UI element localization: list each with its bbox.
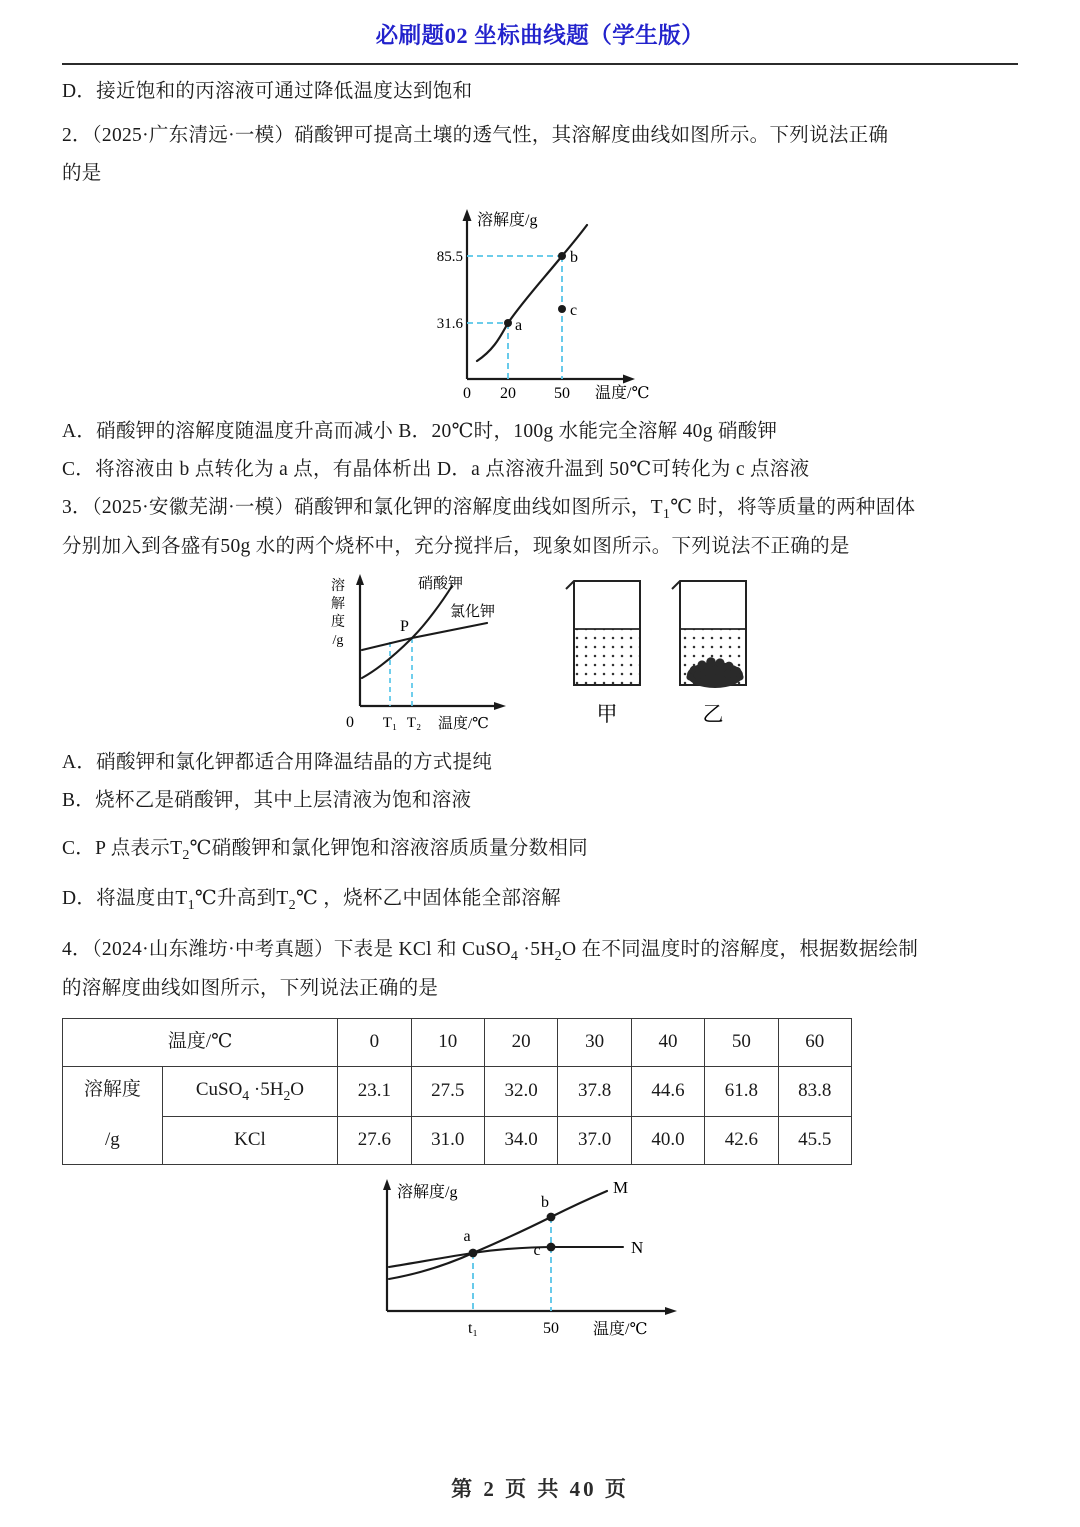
- point-label-a: a: [515, 317, 523, 335]
- curve-label-kno3: 硝酸钾: [418, 576, 464, 593]
- x-tick-0: 0: [463, 385, 471, 400]
- table-header-t0: 0: [338, 1019, 411, 1067]
- q3-stem-line1-a: 3．（2025·安徽芜湖·一模）硝酸钾和氯化钾的溶解度曲线如图所示，T: [62, 497, 663, 519]
- beaker-left-label: 甲: [596, 702, 618, 727]
- q3-stem-line1: [62, 489, 1018, 528]
- point-c: [547, 1242, 556, 1251]
- point-label-c: c: [533, 1241, 541, 1259]
- q3-option-c-a: C．P 点表示T: [62, 838, 183, 860]
- chart-q3-solubility: [302, 568, 542, 738]
- curve-n: [389, 1247, 623, 1267]
- table-header-t40: 40: [631, 1019, 704, 1067]
- page-footer: 第 2 页 共 40 页: [451, 1477, 629, 1501]
- beaker-left: [566, 581, 640, 726]
- q3-option-c-sub: 2: [182, 847, 190, 864]
- q4-stem-line1-a: 4．（2024·山东潍坊·中考真题）下表是 KCl 和 CuSO: [62, 938, 511, 960]
- q2-options-line2: C．将溶液由 b 点转化为 a 点，有晶体析出 D．a 点溶液升温到 50℃可转化为 c 点溶液: [62, 459, 810, 481]
- table-header-temperature: 温度/℃: [63, 1019, 338, 1067]
- cell-cuso4-40: 44.6: [631, 1066, 704, 1116]
- q3-option-c: [62, 820, 1018, 869]
- q1-option-d: D．接近饱和的丙溶液可通过降低温度达到饱和: [62, 81, 473, 102]
- q2-options-line1: A．硝酸钾的溶解度随温度升高而减小 B．20℃时，100g 水能完全溶解 40g 硝酸钾: [62, 421, 778, 443]
- point-b: [558, 252, 566, 260]
- cuso4-suffix: O: [290, 1079, 305, 1101]
- q3-option-b: B．烧杯乙是硝酸钾，其中上层清液为饱和溶液: [62, 790, 472, 812]
- cell-kcl-50: 42.6: [705, 1116, 778, 1164]
- q3-stem-line1-b: ℃ 时，将等质量的两种固体: [670, 497, 916, 519]
- page-title: 必刷题02 坐标曲线题（学生版）: [375, 23, 705, 48]
- beaker-right-label: 乙: [702, 702, 724, 727]
- q3-option-d-mid: ℃升高到T: [194, 887, 289, 909]
- point-c: [558, 305, 566, 313]
- x-axis-arrow: [623, 375, 635, 384]
- q3-option-d-sub2: 2: [288, 896, 296, 913]
- chart-q4-solubility: [345, 1171, 735, 1351]
- q3-option-d-a: D．将温度由T: [62, 887, 188, 909]
- q2-stem-line1: 2．（2025·广东清远·一模）硝酸钾可提高土壤的透气性，其溶解度曲线如图所示。下列说法正确: [62, 125, 889, 147]
- curve-m: [389, 1191, 607, 1279]
- table-rowhead-solubility: [63, 1066, 163, 1164]
- q3-option-d: [62, 870, 1018, 919]
- point-label-a: a: [463, 1227, 471, 1245]
- cuso4-sub1: 4: [242, 1087, 250, 1103]
- x-tick-t1: T₁: [382, 715, 398, 732]
- q3-option-a: A．硝酸钾和氯化钾都适合用降温结晶的方式提纯: [62, 752, 493, 774]
- y-axis-label-char1: 溶: [331, 579, 345, 595]
- cell-kcl-20: 34.0: [484, 1116, 557, 1164]
- cuso4-prefix: CuSO: [195, 1079, 243, 1101]
- y-axis-arrow: [356, 574, 364, 585]
- solubility-data-table: [62, 1018, 852, 1165]
- cell-cuso4-50: 61.8: [705, 1066, 778, 1116]
- cell-kcl-30: 37.0: [558, 1116, 631, 1164]
- table-rowhead-line2: /g: [104, 1129, 120, 1151]
- point-label-b: b: [541, 1193, 549, 1211]
- curve-label-m: M: [613, 1177, 629, 1197]
- q3-stem-line2: 分别加入到各盛有50g 水的两个烧杯中，充分搅拌后，现象如图所示。下列说法不正确的是: [62, 536, 850, 558]
- x-axis-label: 温度/℃: [438, 716, 489, 733]
- y-axis-label-char3: 度: [331, 615, 345, 631]
- point-a: [469, 1248, 478, 1257]
- table-rowhead-cuso4: [162, 1066, 338, 1116]
- x-tick-t2: T₂: [406, 715, 422, 732]
- x-tick-50: 50: [554, 385, 570, 400]
- point-a: [504, 319, 512, 327]
- q4-stem-line1-b: O 在不同温度时的溶解度，根据数据绘制: [561, 938, 919, 960]
- cell-cuso4-0: 23.1: [338, 1066, 411, 1116]
- q3-option-d-b: ℃ ，烧杯乙中固体能全部溶解: [295, 887, 561, 909]
- x-tick-20: 20: [500, 385, 516, 400]
- x-axis-arrow: [665, 1307, 677, 1315]
- x-axis-label: 温度/℃: [595, 385, 650, 400]
- point-label-c: c: [570, 302, 578, 320]
- y-axis-arrow: [463, 209, 472, 221]
- x-tick-t1: t₁: [467, 1319, 479, 1337]
- x-tick-50: 50: [543, 1319, 559, 1337]
- table-header-t50: 50: [705, 1019, 778, 1067]
- y-axis-label: 溶解度/g: [477, 212, 538, 230]
- q4-stem-line2: 的溶解度曲线如图所示，下列说法正确的是: [62, 978, 439, 1000]
- curve-label-kcl: 氯化钾: [450, 604, 496, 621]
- figure-q2: [62, 199, 1018, 399]
- q4-stem-line1-mid: ·5H: [518, 938, 555, 960]
- q4-stem-line1-sub1: 4: [510, 947, 519, 964]
- y-axis-label-char2: 解: [331, 597, 345, 613]
- curve-label-n: N: [631, 1237, 644, 1257]
- y-axis-label-char4: /g: [332, 633, 344, 649]
- table-rowhead-kcl: KCl: [162, 1116, 338, 1164]
- table-row-kcl: [63, 1116, 852, 1164]
- cell-kcl-60: 45.5: [778, 1116, 851, 1164]
- beaker-right: [672, 581, 746, 726]
- cell-cuso4-30: 37.8: [558, 1066, 631, 1116]
- cell-kcl-10: 31.0: [411, 1116, 484, 1164]
- q4-stem-line1-sub2: 2: [554, 947, 562, 964]
- y-tick-316: 31.6: [436, 316, 463, 333]
- table-header-t30: 30: [558, 1019, 631, 1067]
- chart-q2-solubility: [395, 199, 685, 399]
- x-axis-label: 温度/℃: [593, 1320, 648, 1338]
- point-label-p: P: [400, 618, 409, 636]
- cuso4-sub2: 2: [283, 1087, 291, 1103]
- y-axis-label: 溶解度/g: [397, 1183, 458, 1201]
- q3-option-d-sub1: 1: [187, 896, 195, 913]
- x-tick-0: 0: [346, 714, 354, 732]
- point-label-b: b: [570, 249, 578, 267]
- cuso4-mid: ·5H: [249, 1079, 284, 1101]
- curve-kcl: [362, 623, 487, 650]
- figure-q3-row: [62, 568, 1018, 738]
- cell-kcl-0: 27.6: [338, 1116, 411, 1164]
- cell-cuso4-20: 32.0: [484, 1066, 557, 1116]
- q3-stem-line1-sub: 1: [662, 505, 671, 522]
- q2-stem-line2: 的是: [62, 163, 102, 185]
- y-axis-arrow: [383, 1179, 391, 1190]
- curve-kno3: [477, 225, 587, 361]
- q4-stem-line1: [62, 919, 1018, 970]
- table-header-t60: 60: [778, 1019, 851, 1067]
- cell-cuso4-10: 27.5: [411, 1066, 484, 1116]
- table-header-t20: 20: [484, 1019, 557, 1067]
- cell-kcl-40: 40.0: [631, 1116, 704, 1164]
- beaker-left-liquid: [575, 629, 639, 684]
- table-rowhead-line1: 溶解度: [83, 1078, 141, 1100]
- q3-option-c-b: ℃硝酸钾和氯化钾饱和溶液溶质质量分数相同: [189, 838, 588, 860]
- cell-cuso4-60: 83.8: [778, 1066, 851, 1116]
- x-axis-arrow: [494, 702, 506, 710]
- table-row-header: [63, 1019, 852, 1067]
- table-row-cuso4: [63, 1066, 852, 1116]
- figure-beakers: [548, 573, 778, 738]
- point-b: [547, 1212, 556, 1221]
- table-header-t10: 10: [411, 1019, 484, 1067]
- y-tick-855: 85.5: [436, 249, 463, 266]
- figure-q4: [62, 1171, 1018, 1351]
